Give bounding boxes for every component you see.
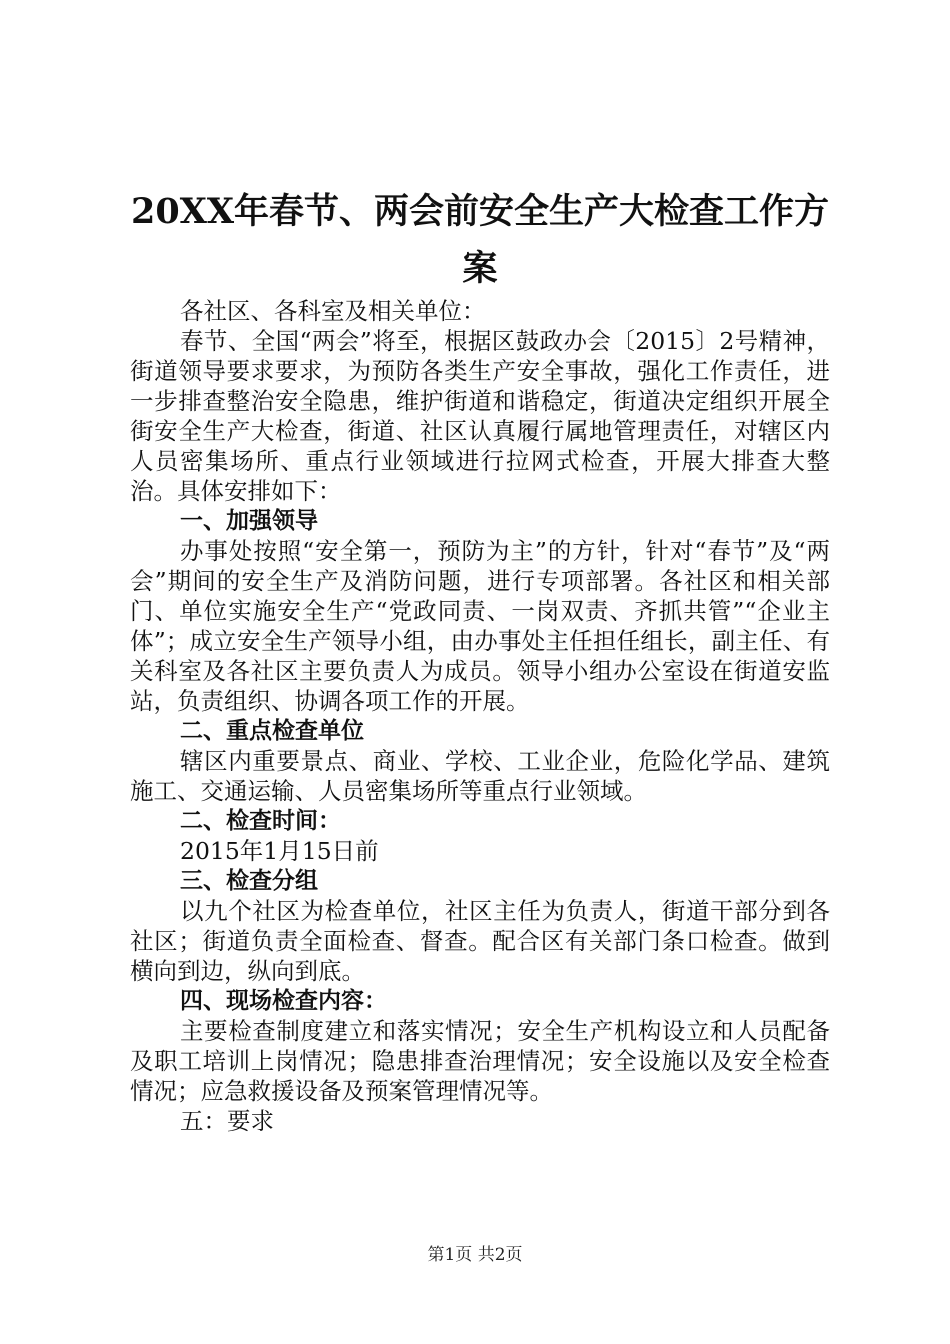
section-heading-leadership: 一、加强领导	[180, 508, 318, 534]
section-text-groups: 以九个社区为检查单位，社区主任为负责人，街道干部分到各社区；街道负责全面检查、督查。配合区有关部门条口检查。做到横向到边，纵向到底。	[130, 897, 830, 985]
section-text-leadership: 办事处按照“安全第一，预防为主”的方针，针对“春节”及“两会”期间的安全生产及消防问题，进行专项部署。各社区和相关部门、单位实施安全生产“党政同责、一岗双责、齐抓共管”“企业主体”；成立安全生产领导小组，由办事处主任担任组长，副主任、有关科室及各社区主要负责人为成员。领导小组办公室设在街道安监站，负责组织、协调各项工作的开展。	[130, 537, 830, 715]
section-text-content: 主要检查制度建立和落实情况；安全生产机构设立和人员配备及职工培训上岗情况；隐患排查治理情况；安全设施以及安全检查情况；应急救援设备及预案管理情况等。	[130, 1017, 830, 1105]
section-text-key-units: 辖区内重要景点、商业、学校、工业企业，危险化学品、建筑施工、交通运输、人员密集场所等重点行业领域。	[130, 747, 830, 805]
document-title-line1: 20XX年春节、两会前安全生产大检查工作方	[130, 191, 830, 232]
section-heading-key-units: 二、重点检查单位	[180, 718, 364, 744]
section-text-time: 2015年1月15日前	[180, 837, 379, 865]
closing-heading: 五：要求	[180, 1107, 274, 1135]
page-footer: 第1页 共2页	[427, 1245, 523, 1265]
section-heading-content: 四、现场检查内容：	[180, 988, 387, 1014]
section-heading-time: 二、检查时间：	[180, 808, 341, 834]
section-heading-groups: 三、检查分组	[180, 868, 318, 894]
intro-paragraph: 春节、全国“两会”将至，根据区鼓政办会〔2015〕2号精神，街道领导要求要求，为预防各类生产安全事故，强化工作责任，进一步排查整治安全隐患，维护街道和谐稳定，街道决定组织开展全街安全生产大检查，街道、社区认真履行属地管理责任，对辖区内人员密集场所、重点行业领域进行拉网式检查，开展大排查大整治。具体安排如下：	[130, 327, 830, 505]
salutation: 各社区、各科室及相关单位：	[180, 297, 486, 325]
document-body	[130, 296, 830, 1136]
document-title-line2: 案	[462, 248, 498, 289]
